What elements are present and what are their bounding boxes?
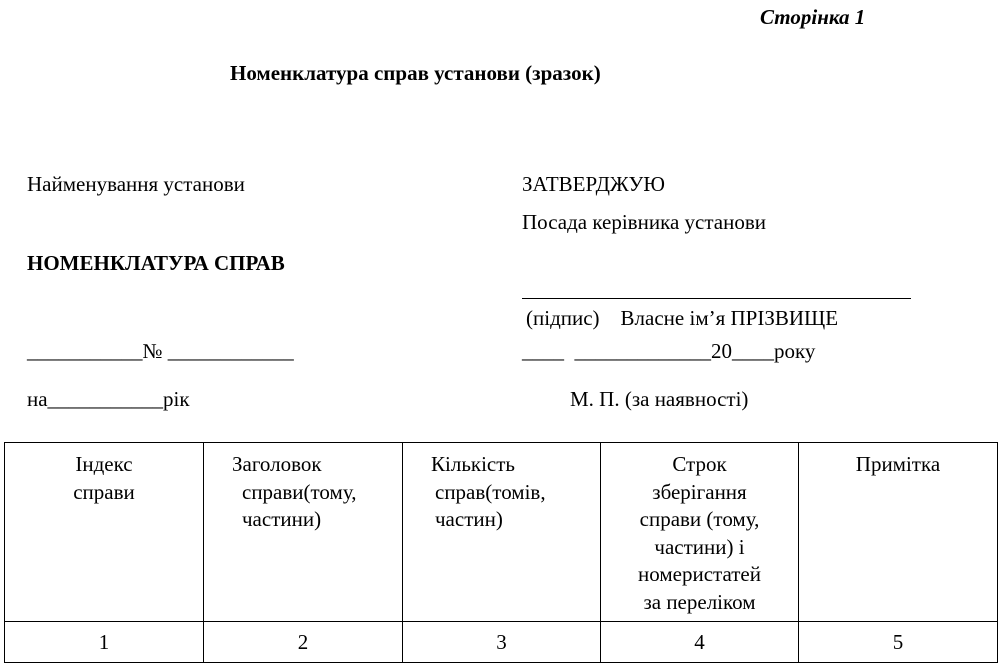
column-number: 5 <box>799 622 998 663</box>
seal-note: М. П. (за наявності) <box>570 387 749 411</box>
number-line: ___________№ ____________ <box>27 339 294 363</box>
approval-date-line: ____ _____________20____року <box>522 339 816 363</box>
year-line: на___________рік <box>27 387 190 411</box>
signature-line <box>522 298 911 299</box>
header-retention-period: Строк зберігання справи (тому, частини) і номеристатей за переліком <box>601 443 799 622</box>
approve-label: ЗАТВЕРДЖУЮ <box>522 172 665 196</box>
nomenclature-heading: НОМЕНКЛАТУРА СПРАВ <box>27 251 285 275</box>
signature-caption: (підпис) Власне ім’я ПРІЗВИЩЕ <box>526 306 839 330</box>
header-note: Примітка <box>799 443 998 622</box>
column-number: 1 <box>5 622 204 663</box>
column-number: 4 <box>601 622 799 663</box>
page-number: Сторінка 1 <box>760 5 866 29</box>
document-title: Номенклатура справ установи (зразок) <box>230 61 601 85</box>
institution-name-label: Найменування установи <box>27 172 245 196</box>
column-number: 2 <box>204 622 403 663</box>
table-header-row <box>5 443 998 622</box>
header-case-title: Заголовок справи(тому, частини) <box>204 443 403 622</box>
column-number: 3 <box>403 622 601 663</box>
header-case-index: Індекс справи <box>5 443 204 622</box>
header-case-count: Кількість справ(томів, частин) <box>403 443 601 622</box>
head-position-label: Посада керівника установи <box>522 210 766 234</box>
table-column-numbers-row <box>5 622 998 663</box>
nomenclature-table <box>4 442 998 663</box>
